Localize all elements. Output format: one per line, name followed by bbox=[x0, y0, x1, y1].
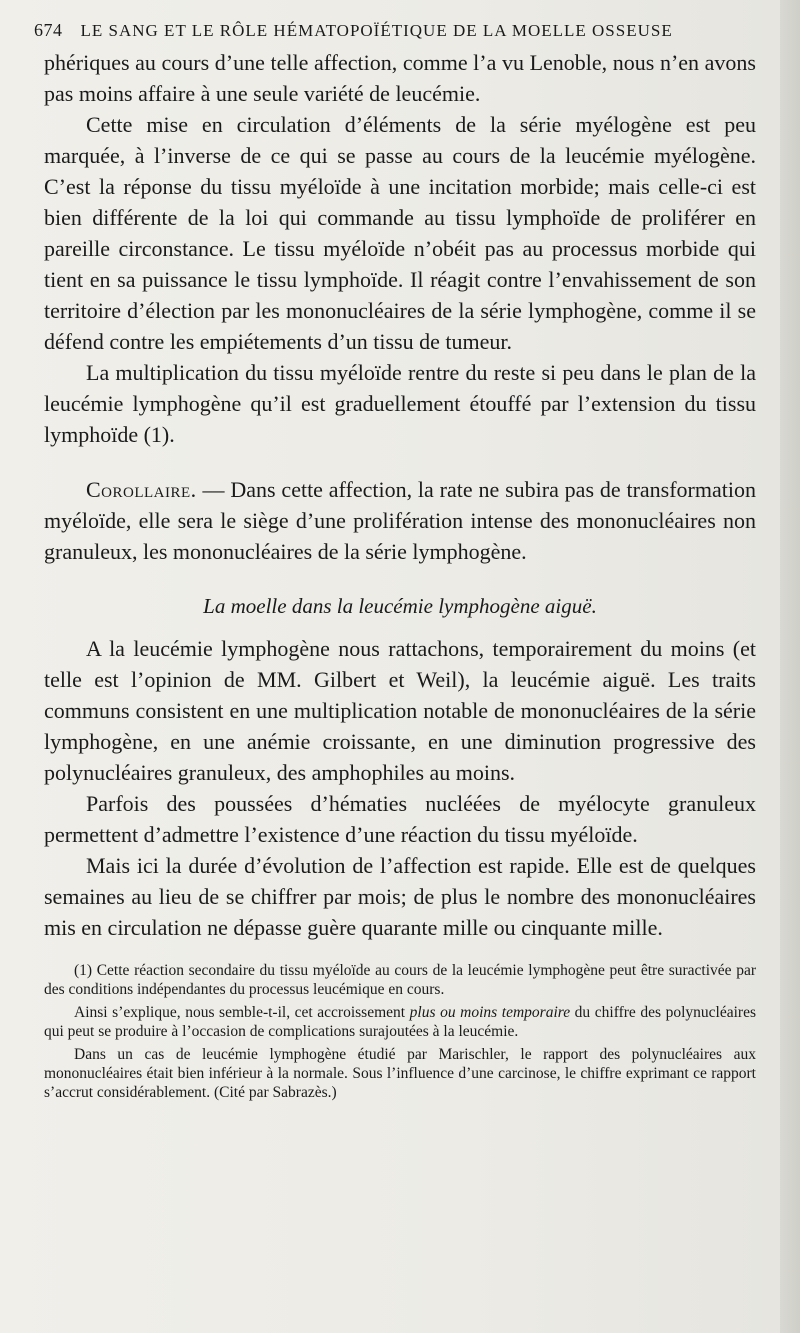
paragraph-continued: phériques au cours d’une telle affection, comme l’a vu Lenoble, nous n’en avons pas moins affaire à une seule variété de leucémie. bbox=[44, 50, 756, 106]
page-number: 674 bbox=[34, 20, 63, 40]
scan-edge bbox=[780, 0, 800, 1333]
running-title: LE SANG ET LE RÔLE HÉMATOPOÏÉTIQUE DE LA MOELLE OSSEUSE bbox=[80, 21, 673, 40]
footnote-3: Dans un cas de leucémie lymphogène étudié par Marischler, le rapport des polynucléaires aux mononucléaires était bien inférieur à la normale. Sous l’influence d’une carcinose, le chiffre exprimant ce rapport s’accrut considérablement. (Cité par Sabrazès.) bbox=[44, 1046, 756, 1101]
footnote-2-emphasis: plus ou moins temporaire bbox=[409, 1004, 571, 1021]
footnote-1: (1) Cette réaction secondaire du tissu myéloïde au cours de la leucémie lymphogène peut être suractivée par des conditions indépendantes du processus leucémique en cours. bbox=[44, 962, 756, 998]
paragraph-evolution-duration: Mais ici la durée d’évolution de l’affection est rapide. Elle est de quelques semaines au lieu de se chiffrer par mois; de plus le nombre des mononucléaires mis en circulation ne dépasse guère quarante mille ou cinquante mille. bbox=[44, 853, 756, 940]
paragraph-myelogene-circulation: Cette mise en circulation d’éléments de la série myélogène est peu marquée, à l’inverse de ce qui se passe au cours de la leucémie myélogène. C’est la réponse du tissu myéloïde à une incitation morbide; mais celle-ci est bien différente de la loi qui commande au tissu lymphoïde de proliférer en pareille circonstance. Le tissu myéloïde n’obéit pas au processus morbide qui tient en sa puissance le tissu lymphoïde. Il réagit contre l’envahissement de son territoire d’élection par les mononucléaires de la série lymphogène, comme il se défend contre les empiétements d’un tissu de tumeur. bbox=[44, 112, 756, 354]
footnote-2 bbox=[44, 1003, 756, 1041]
section-title: La moelle dans la leucémie lymphogène aiguë. bbox=[203, 594, 597, 618]
footnote-2-text-a: Ainsi s’explique, nous semble-t-il, cet accroissement bbox=[74, 1004, 410, 1021]
corollary-text: — Dans cette affection, la rate ne subira pas de transformation myéloïde, elle sera le siège d’une prolifération intense des mononucléaires non granuleux, les mononucléaires de la série lymphogène. bbox=[44, 477, 756, 564]
page-content bbox=[34, 20, 756, 1102]
footnote-2-text-b: du chiffre des polynucléaires qui peut se produire à l’occasion de complications surajoutées à la leucémie. bbox=[44, 1004, 756, 1040]
paragraph-myeloid-multiplication: La multiplication du tissu myéloïde rentre du reste si peu dans le plan de la leucémie lymphogène qu’il est graduellement étouffé par l’extension du tissu lymphoïde (1). bbox=[44, 360, 756, 447]
footnotes bbox=[44, 961, 756, 1102]
paragraph-nucleated-erythrocytes: Parfois des poussées d’hématies nucléées de myélocyte granuleux permettent d’admettre l’existence d’une réaction du tissu myéloïde. bbox=[44, 791, 756, 847]
corollary-label: Corollaire. bbox=[86, 477, 197, 502]
corollary-paragraph bbox=[44, 474, 756, 567]
paragraph-acute-leukemia: A la leucémie lymphogène nous rattachons, temporairement du moins (et telle est l’opinion de MM. Gilbert et Weil), la leucémie aiguë. Les traits communs consistent en une multiplication notable de mononucléaires de la série lymphogène, en une anémie croissante, en une diminution progressive des polynucléaires granuleux, des amphophiles au moins. bbox=[44, 636, 756, 785]
running-header bbox=[34, 20, 756, 41]
